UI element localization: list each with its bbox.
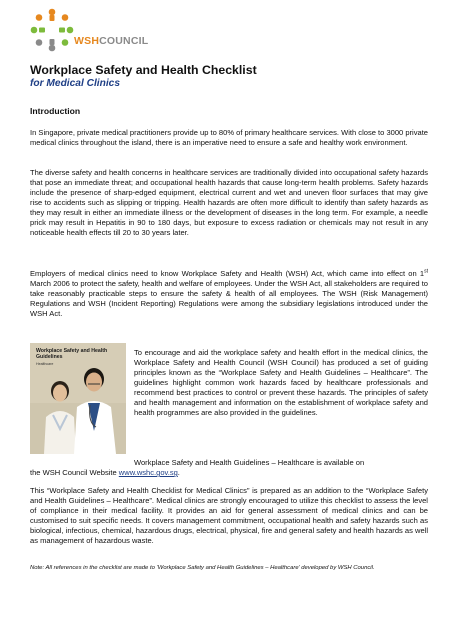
document-title: Workplace Safety and Health Checklist [30, 63, 257, 77]
availability-text-b: the WSH Council Website [30, 468, 117, 478]
availability-text-a: Workplace Safety and Health Guidelines – Healthcare is available on [134, 458, 365, 467]
logo-ring-icon [30, 8, 74, 52]
paragraph-guidelines: To encourage and aid the workplace safety and health effort in the medical clinics, the Workplace Safety and Health Council (WSH Council) has produced a set of guiding principles known as the “Workplace Safety and Health Guidelines – Healthcare”. The guidelines highlight common work hazards faced by healthcare professionals and recommend best practices to control or prevent these hazards. The principles of safety and health management and information on the establishment of workplace safety and health programmes are also provided in the guidelines. [134, 348, 428, 418]
paragraph-checklist: This “Workplace Safety and Health Checklist for Medical Clinics” is prepared as an addition to the “Workplace Safety and Health Guidelines – Healthcare”. Medical clinics are strongly encouraged to utilize this checklist to assess the level of compliance in their medical facility. It provides an aid for general assessment of medical clinics and can be customised to suit specific needs. It covers management commitment, occupational health and safety hazards such as biological, infectious, chemical, hazardous drugs, electrical, physical, fire and general safety and health hazards as well as management of hazardous waste. [30, 486, 428, 546]
wshc-website-link[interactable]: www.wshc.gov.sg [118, 468, 178, 478]
logo-wordmark [74, 35, 148, 47]
section-heading: Introduction [30, 106, 81, 116]
cover-title: Workplace Safety and Health Guidelines [36, 348, 108, 361]
wsh-council-logo [30, 8, 160, 52]
paragraph-availability [30, 458, 428, 478]
wsh-act-text-b: March 2006 to protect the safety, health and welfare of employees. Under the WSH Act, all stakeholders are required to take reasonably practicable steps to ensure the safety & health of all employees. The WSH (Risk Management) Regulations and WSH (Incident Reporting) Regulations were among the subsidiary legislations introduced under the WSH Act. [30, 279, 428, 319]
cover-subtitle: Healthcare [36, 362, 54, 366]
wsh-act-text-a: Employers of medical clinics need to know Workplace Safety and Health (WSH) Act, which came into effect on 1 [30, 269, 425, 278]
footnote: Note: All references in the checklist are made to ‘Workplace Safety and Health Guidelines – Healthcare’ developed by WSH Council. [30, 565, 375, 571]
logo-council-text: COUNCIL [99, 35, 149, 47]
wsh-act-superscript: st [424, 268, 428, 275]
paragraph-hazards: The diverse safety and health concerns in healthcare services are traditionally divided into occupational safety hazards that pose an immediate threat; and occupational health hazards that cause long-term health problems. Safety hazards include the presence of sharp-edged equipment, electrical current and wet and uneven floor surfaces that may give rise to accidents such as slipping or tripping. Health hazards are often more difficult to identify than safety hazards as they may result in either an immediate illness or the development of diseases in the long term. For example, a needle prick may result in Hepatitis in 90 to 180 days, but exposure to excess radiation or chemicals may not result in any noticeable health effects till 20 to 30 years later. [30, 168, 428, 238]
logo-wsh-text: WSH [74, 35, 100, 47]
paragraph-intro: In Singapore, private medical practitioners provide up to 80% of primary healthcare services. With close to 3000 private medical clinics throughout the island, there is an imperative need to ensure a safe and healthy work environment. [30, 128, 428, 148]
paragraph-wsh-act [30, 269, 428, 319]
guidelines-cover-image [30, 343, 126, 454]
document-subtitle: for Medical Clinics [30, 78, 121, 89]
availability-period: . [177, 468, 180, 478]
